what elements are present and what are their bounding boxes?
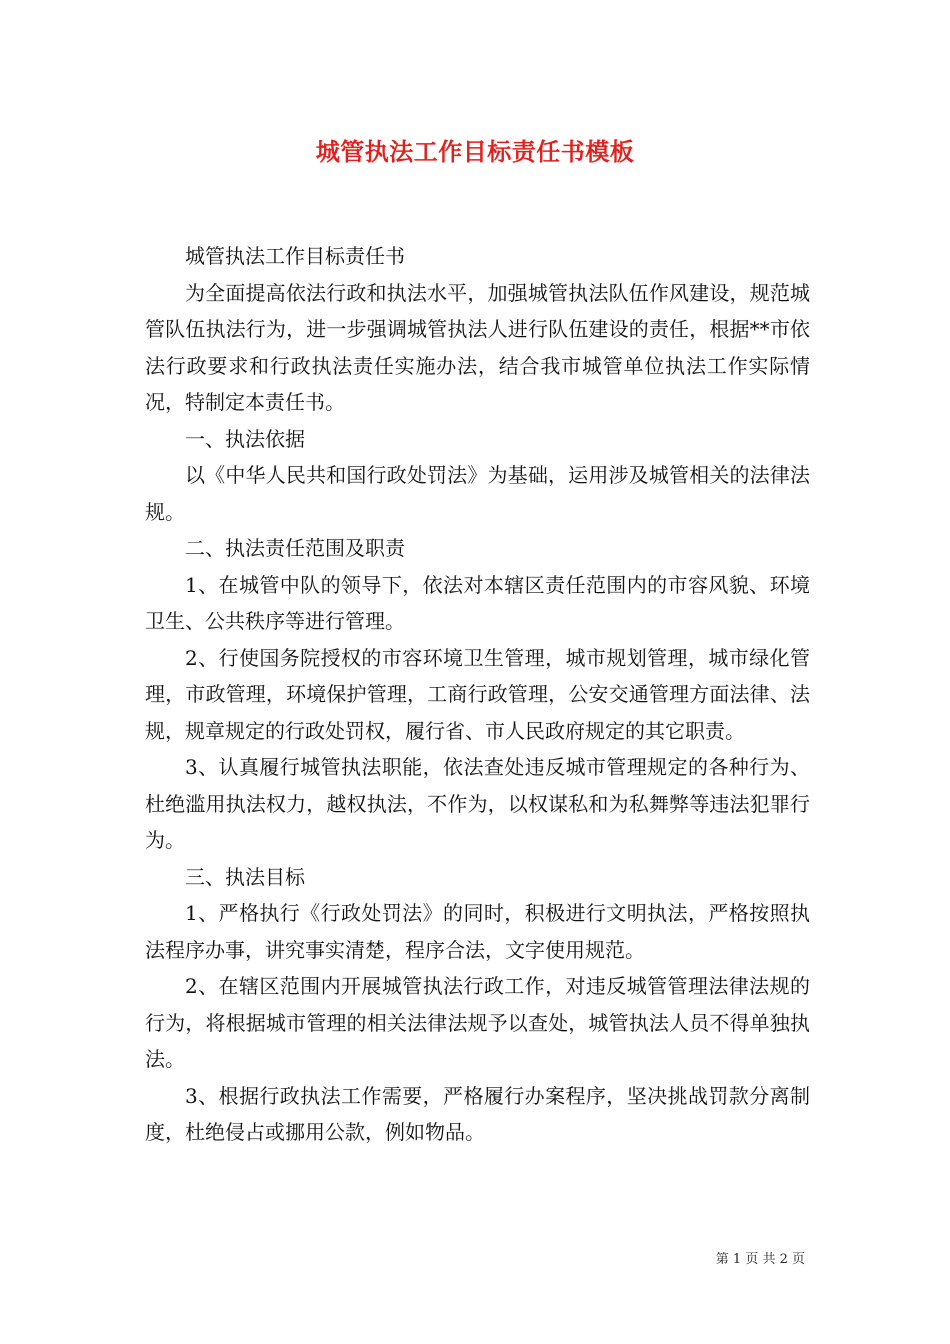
page-number: 第 1 页 共 2 页 — [715, 1252, 805, 1267]
document-heading: 城管执法工作目标责任书 — [185, 244, 405, 268]
intro-paragraph: 为全面提高依法行政和执法水平，加强城管执法队伍作风建设，规范城管队伍执法行为，进一步强调城管执法人进行队伍建设的责任，根据**市依法行政要求和行政执法责任实施办法，结合我市城管单位执法工作实际情况，特制定本责任书。 — [145, 280, 810, 414]
section-heading-scope: 二、执法责任范围及职责 — [185, 536, 405, 560]
section-heading-goals: 三、执法目标 — [185, 864, 305, 889]
scope-item-3: 3、认真履行城管执法职能，依法查处违反城市管理规定的各种行为、杜绝滥用执法权力，越权执法，不作为，以权谋私和为私舞弊等违法犯罪行为。 — [145, 755, 810, 852]
basis-paragraph: 以《中华人民共和国行政处罚法》为基础，运用涉及城管相关的法律法规。 — [145, 463, 810, 524]
section-heading-basis: 一、执法依据 — [185, 426, 305, 451]
page-title: 城管执法工作目标责任书模板 — [315, 137, 635, 166]
goal-item-1: 1、严格执行《行政处罚法》的同时，积极进行文明执法，严格按照执法程序办事，讲究事实清楚，程序合法，文字使用规范。 — [145, 901, 810, 962]
scope-item-2: 2、行使国务院授权的市容环境卫生管理，城市规划管理，城市绿化管理，市政管理，环境保护管理，工商行政管理，公安交通管理方面法律、法规，规章规定的行政处罚权，履行省、市人民政府规定的其它职责。 — [145, 645, 810, 743]
document-body — [145, 238, 810, 1151]
goal-item-2: 2、在辖区范围内开展城管执法行政工作，对违反城管管理法律法规的行为，将根据城市管理的相关法律法规予以查处，城管执法人员不得单独执法。 — [145, 974, 810, 1071]
goal-item-3: 3、根据行政执法工作需要，严格履行办案程序，坚决挑战罚款分离制度，杜绝侵占或挪用公款，例如物品。 — [145, 1083, 810, 1144]
scope-item-1: 1、在城管中队的领导下，依法对本辖区责任范围内的市容风貌、环境卫生、公共秩序等进行管理。 — [145, 572, 810, 633]
